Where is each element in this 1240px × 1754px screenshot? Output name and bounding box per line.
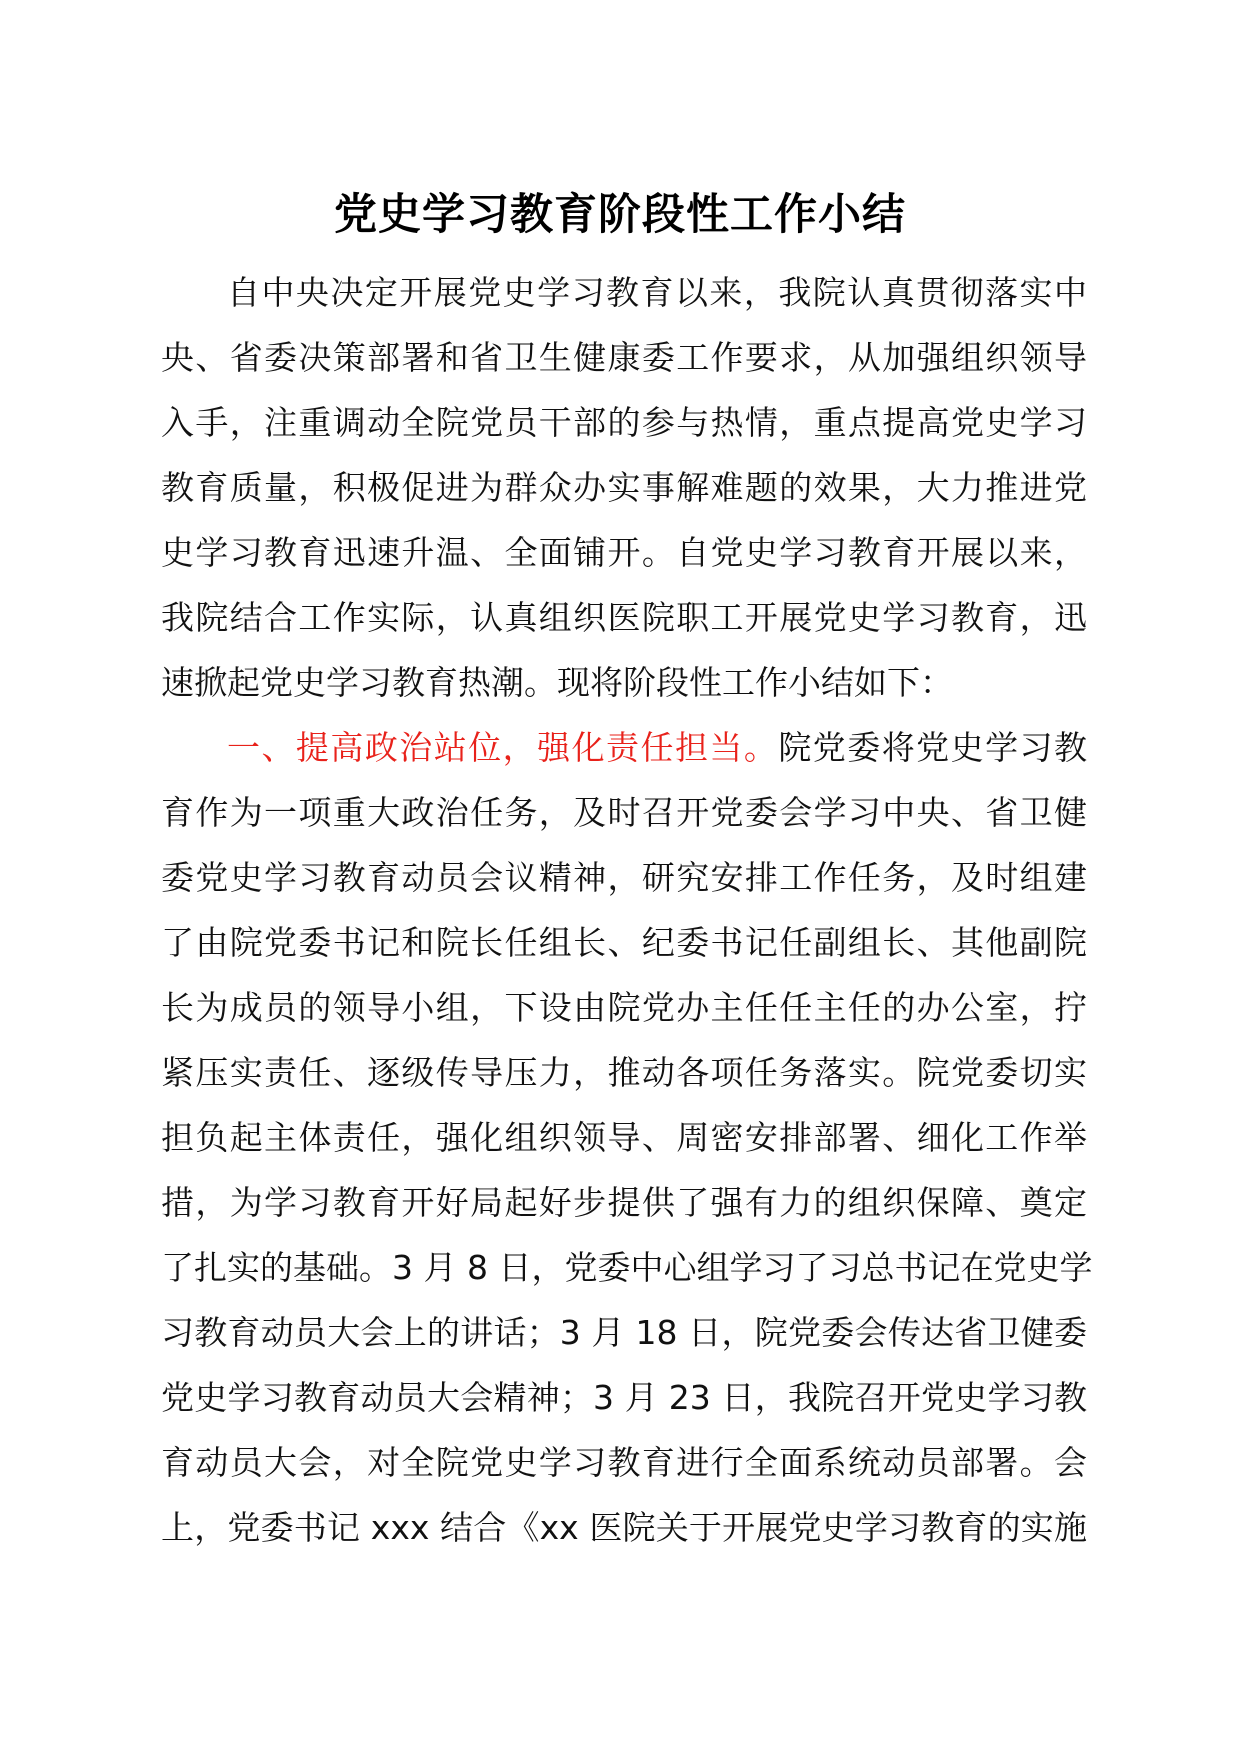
paragraph-line: 入手，注重调动全院党员干部的参与热情，重点提高党史学习 bbox=[161, 403, 1087, 442]
paragraph-line: 担负起主体责任，强化组织领导、周密安排部署、细化工作举 bbox=[161, 1118, 1087, 1157]
paragraph-line: 紧压实责任、逐级传导压力，推动各项任务落实。院党委切实 bbox=[161, 1053, 1087, 1092]
paragraph-line: 措，为学习教育开好局起好步提供了强有力的组织保障、奠定 bbox=[161, 1183, 1087, 1222]
paragraph-line: 教育质量，积极促进为群众办实事解难题的效果，大力推进党 bbox=[161, 468, 1087, 507]
paragraph-line: 了扎实的基础。3 月 8 日，党委中心组学习了习总书记在党史学 bbox=[161, 1248, 1093, 1287]
document-body bbox=[161, 260, 1093, 1560]
paragraph-line: 习教育动员大会上的讲话；3 月 18 日，院党委会传达省卫健委 bbox=[161, 1313, 1087, 1352]
paragraph-line: 委党史学习教育动员会议精神，研究安排工作任务，及时组建 bbox=[161, 858, 1087, 897]
paragraph-line: 了由院党委书记和院长任组长、纪委书记任副组长、其他副院 bbox=[161, 923, 1087, 962]
paragraph-line: 长为成员的领导小组，下设由院党办主任任主任的办公室，拧 bbox=[161, 988, 1087, 1027]
paragraph-line: 我院结合工作实际，认真组织医院职工开展党史学习教育，迅 bbox=[161, 598, 1087, 637]
paragraph-line: 上，党委书记 xxx 结合《xx 医院关于开展党史学习教育的实施 bbox=[161, 1508, 1087, 1547]
paragraph-line: 速掀起党史学习教育热潮。现将阶段性工作小结如下： bbox=[161, 663, 953, 702]
paragraph-line: 央、省委决策部署和省卫生健康委工作要求，从加强组织领导 bbox=[161, 338, 1087, 377]
section-1-heading: 一、提高政治站位，强化责任担当。 bbox=[227, 728, 779, 767]
paragraph-line: 育作为一项重大政治任务，及时召开党委会学习中央、省卫健 bbox=[161, 793, 1087, 832]
paragraph-line: 自中央决定开展党史学习教育以来，我院认真贯彻落实中 bbox=[227, 273, 1087, 312]
section-1-first-line bbox=[161, 715, 1087, 780]
paragraph-line: 史学习教育迅速升温、全面铺开。自党史学习教育开展以来， bbox=[161, 533, 1087, 572]
paragraph-line: 党史学习教育动员大会精神；3 月 23 日，我院召开党史学习教 bbox=[161, 1378, 1087, 1417]
section-1-first-line-text: 院党委将党史学习教 bbox=[778, 728, 1088, 767]
document-title: 党史学习教育阶段性工作小结 bbox=[334, 190, 906, 240]
paragraph-line: 育动员大会，对全院党史学习教育进行全面系统动员部署。会 bbox=[161, 1443, 1087, 1482]
